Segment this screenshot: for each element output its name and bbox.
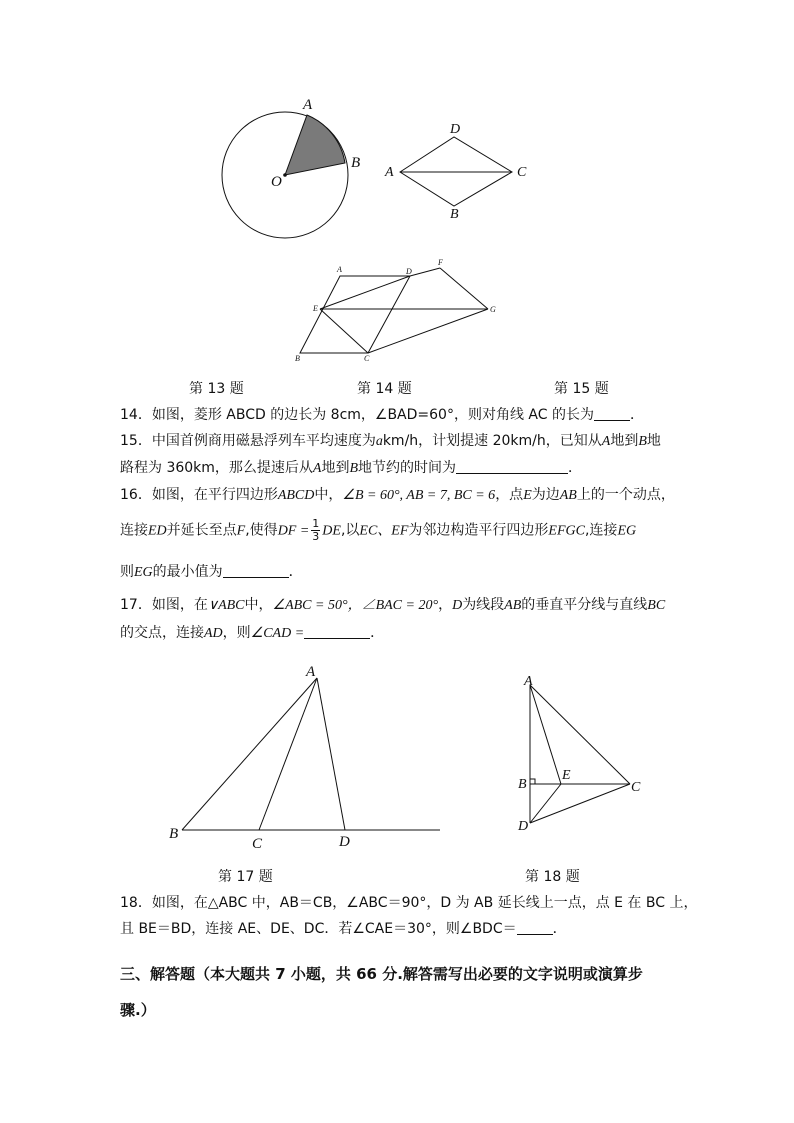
section-3-heading: 三、解答题（本大题共 7 小题，共 66 分.解答需写出必要的文字说明或演算步 bbox=[120, 965, 643, 983]
q16-math: ED bbox=[148, 523, 167, 539]
q15-text: 15．中国首例商用磁悬浮列车平均速度为 bbox=[120, 433, 376, 449]
q16-text: 中， bbox=[314, 487, 343, 503]
q16-math: F bbox=[236, 523, 246, 539]
q16-text: 并延长至点 bbox=[166, 522, 237, 539]
q18-text: 18．如图，在△ABC 中，AB＝CB，∠ABC＝90°，D 为 AB 延长线上一点，点 E 在 BC 上， bbox=[120, 895, 698, 911]
q15-text: 地到 bbox=[610, 433, 639, 449]
q16-math: DF = bbox=[277, 523, 310, 539]
figure-15-parallelograms bbox=[290, 256, 505, 364]
q17-text: 的交点，连接 bbox=[120, 625, 204, 641]
q17-end: ． bbox=[370, 625, 385, 641]
q16-frac-den: 3 bbox=[312, 530, 320, 543]
q14-text: 14．如图，菱形 ABCD 的边长为 8cm，∠BAD=60°，则对角线 AC 的长为 bbox=[120, 407, 594, 423]
q16-math: ABCD bbox=[277, 488, 315, 503]
question-17-line2 bbox=[120, 624, 384, 643]
fig15-label-D: D bbox=[406, 267, 412, 276]
fig15-label-A: A bbox=[337, 265, 342, 274]
q17-math: ∨ABC bbox=[207, 598, 245, 613]
q15-text: 地节约的时间为 bbox=[358, 460, 457, 476]
q17-math: ∠CAD = bbox=[250, 626, 305, 641]
q14-answer-blank[interactable] bbox=[594, 406, 630, 421]
q17-math: D bbox=[452, 598, 463, 613]
fig18-label-E: E bbox=[562, 768, 571, 783]
q16-math: EFGC bbox=[548, 523, 585, 539]
fig15-label-B: B bbox=[295, 354, 300, 363]
fig13-label-A: A bbox=[303, 97, 313, 113]
q17-math: ∠ABC = 50°，∠BAC = 20° bbox=[272, 598, 439, 613]
q15-var-B: B bbox=[638, 434, 647, 449]
q15-text: 路程为 360km，那么提速后从 bbox=[120, 460, 313, 476]
question-16-line1 bbox=[120, 486, 675, 505]
fig18-label-D: D bbox=[518, 819, 529, 834]
q16-text: 16．如图，在平行四边形 bbox=[120, 487, 278, 503]
fig18-label-B: B bbox=[518, 777, 527, 792]
figure-14-rhombus bbox=[380, 118, 530, 228]
fig13-label-O: O bbox=[271, 174, 282, 190]
figure-13-circle bbox=[215, 92, 375, 242]
q17-math: BC bbox=[647, 598, 666, 613]
q16-math: AB bbox=[559, 488, 577, 503]
fig18-label-C: C bbox=[631, 780, 641, 795]
q16-math: EC、EF bbox=[359, 523, 409, 539]
caption-14: 第 14 题 bbox=[357, 381, 412, 397]
q18-end: ． bbox=[552, 921, 567, 937]
fig14-label-D: D bbox=[450, 122, 461, 137]
q16-text: 连接 bbox=[120, 522, 148, 539]
q15-text: 地 bbox=[646, 433, 661, 449]
q16-text: ,使得 bbox=[245, 522, 278, 539]
fig15-label-C: C bbox=[364, 354, 370, 363]
caption-15: 第 15 题 bbox=[554, 381, 609, 397]
fig14-label-C: C bbox=[517, 165, 527, 180]
q16-text: 为边 bbox=[531, 487, 560, 503]
section-3-heading-cont: 骤.） bbox=[120, 1001, 156, 1019]
q18-answer-blank[interactable] bbox=[517, 920, 553, 935]
q16-text: 的最小值为 bbox=[152, 564, 223, 580]
q17-text: ， bbox=[438, 597, 453, 613]
fig14-label-B: B bbox=[450, 207, 459, 222]
fig15-label-F: F bbox=[438, 258, 443, 267]
question-15-line2 bbox=[120, 459, 582, 478]
q16-end: ． bbox=[288, 564, 303, 580]
q15-var-A: A bbox=[601, 434, 611, 449]
q17-text: 的垂直平分线与直线 bbox=[521, 597, 648, 613]
fig15-label-E: E bbox=[313, 304, 318, 313]
q16-math: ∠B = 60°, AB = 7, BC = 6 bbox=[342, 488, 496, 503]
caption-17: 第 17 题 bbox=[218, 869, 273, 885]
q16-text: 上的一个动点， bbox=[576, 487, 675, 503]
question-15-line1 bbox=[120, 432, 661, 451]
q16-math: DE bbox=[322, 523, 341, 539]
q16-text: 则 bbox=[120, 564, 134, 580]
question-14 bbox=[120, 406, 644, 424]
fig15-label-G: G bbox=[490, 305, 496, 314]
caption-13: 第 13 题 bbox=[189, 381, 244, 397]
q16-fraction bbox=[311, 518, 320, 543]
question-16-line3 bbox=[120, 563, 303, 582]
q16-text: ，点 bbox=[495, 487, 524, 503]
q15-answer-blank[interactable] bbox=[456, 459, 568, 474]
q17-answer-blank[interactable] bbox=[304, 624, 370, 639]
q14-end: ． bbox=[629, 407, 644, 423]
question-18-line2 bbox=[120, 920, 567, 938]
fig17-label-B: B bbox=[169, 826, 179, 842]
q15-text: 地到 bbox=[321, 460, 350, 476]
q15-text: km/h，计划提速 20km/h，已知从 bbox=[382, 433, 602, 449]
q17-text: 17．如图，在 bbox=[120, 597, 208, 613]
figure-17-triangle bbox=[165, 660, 450, 855]
fig17-label-C: C bbox=[252, 836, 263, 852]
q17-math: AB bbox=[504, 598, 522, 613]
q16-math: EG bbox=[134, 565, 153, 580]
q17-math: AD bbox=[204, 626, 223, 641]
question-16-line2 bbox=[120, 518, 636, 543]
q16-text: ,连接 bbox=[584, 522, 618, 539]
q15-end: ． bbox=[568, 460, 583, 476]
fig14-label-A: A bbox=[385, 165, 394, 180]
q16-math: EG bbox=[617, 523, 637, 539]
q17-text: 中， bbox=[244, 597, 273, 613]
q15-var-A: A bbox=[312, 461, 322, 476]
q16-text: 为邻边构造平行四边形 bbox=[408, 522, 549, 539]
caption-18: 第 18 题 bbox=[525, 869, 580, 885]
q17-text: ，则 bbox=[222, 625, 251, 641]
fig17-label-D: D bbox=[339, 834, 350, 850]
question-18-line1 bbox=[120, 894, 697, 912]
question-17-line1 bbox=[120, 596, 665, 615]
fig13-label-B: B bbox=[351, 155, 361, 171]
q15-var-B: B bbox=[349, 461, 359, 476]
q16-text: ,以 bbox=[340, 522, 360, 539]
q16-frac-num: 1 bbox=[312, 517, 320, 530]
q18-text: 且 BE＝BD，连接 AE、DE、DC．若∠CAE＝30°，则∠BDC＝ bbox=[120, 921, 517, 937]
figure-18-triangle bbox=[510, 668, 650, 838]
fig17-label-A: A bbox=[306, 664, 316, 680]
q16-answer-blank[interactable] bbox=[223, 563, 289, 578]
q15-var-a: a bbox=[375, 434, 383, 449]
q16-math: E bbox=[523, 488, 532, 503]
q17-text: 为线段 bbox=[462, 597, 505, 613]
fig18-label-A: A bbox=[524, 674, 533, 689]
